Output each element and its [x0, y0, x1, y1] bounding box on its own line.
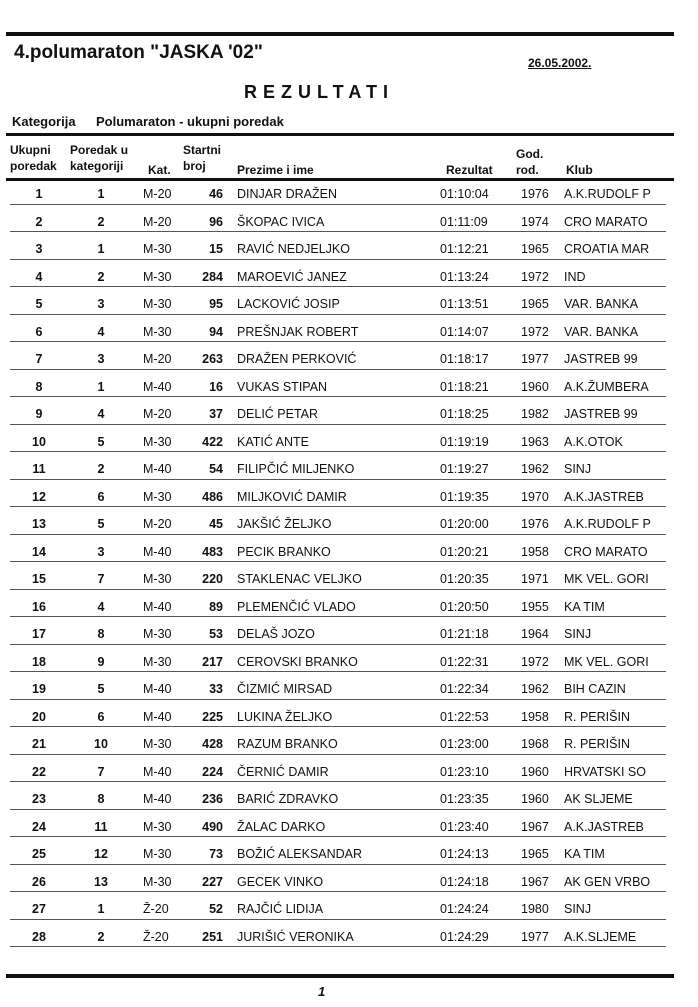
overall-rank-cell: 10 [32, 434, 46, 449]
club-cell: A.K.JASTREB [564, 819, 644, 834]
birth-year-cell: 1965 [521, 297, 549, 311]
birth-year-cell: 1960 [521, 764, 549, 779]
birth-year-cell: 1965 [521, 847, 549, 861]
bottom-rule [6, 974, 674, 978]
overall-rank-cell: 24 [32, 819, 46, 834]
birth-year-cell: 1967 [521, 874, 549, 889]
birth-year-cell: 1982 [521, 407, 549, 421]
club-cell: A.K.RUDOLF P [564, 517, 651, 531]
category-cell: M-20 [143, 407, 172, 421]
bib-number-cell: 428 [202, 737, 223, 751]
overall-rank-cell: 18 [32, 654, 46, 669]
overall-rank-cell: 14 [32, 544, 46, 559]
column-header-line: Poredak u [70, 143, 129, 157]
category-cell: M-30 [143, 297, 172, 311]
runner-name-cell: ČERNIĆ DAMIR [237, 764, 329, 779]
category-rank-cell: 1 [97, 379, 105, 394]
table-row [0, 208, 698, 236]
category-cell: M-30 [143, 654, 172, 669]
category-cell: M-30 [143, 324, 172, 339]
club-cell: KA TIM [564, 847, 605, 861]
birth-year-cell: 1964 [521, 627, 549, 641]
document-title: 4.polumaraton "JASKA '02" [14, 42, 263, 63]
club-cell: SINJ [564, 902, 592, 916]
overall-rank-cell: 11 [32, 462, 46, 476]
runner-name-cell: PECIK BRANKO [237, 544, 331, 559]
runner-name-cell: JAKŠIĆ ŽELJKO [237, 517, 332, 531]
runner-name-cell: PLEMENČIĆ VLADO [237, 599, 356, 614]
overall-rank-cell: 19 [32, 682, 46, 696]
overall-rank-cell: 16 [32, 599, 46, 614]
birth-year-cell: 1962 [521, 682, 549, 696]
category-rank-cell: 6 [97, 709, 105, 724]
table-row [0, 868, 698, 896]
result-time-cell: 01:23:10 [440, 764, 489, 779]
column-header-overall-rank [10, 142, 57, 174]
result-time-cell: 01:22:31 [440, 654, 489, 669]
overall-rank-cell: 3 [35, 242, 43, 256]
bib-number-cell: 263 [202, 352, 223, 366]
category-value: Polumaraton - ukupni poredak [96, 114, 284, 129]
table-row [0, 565, 698, 593]
column-header-line: Startni [183, 143, 222, 157]
column-header-line: rod. [516, 163, 539, 177]
bib-number-cell: 45 [209, 517, 223, 531]
birth-year-cell: 1960 [521, 792, 549, 806]
result-time-cell: 01:23:35 [440, 792, 489, 806]
column-header-line: Ukupni [10, 143, 51, 157]
club-cell: SINJ [564, 462, 592, 476]
bib-number-cell: 96 [209, 214, 223, 229]
club-cell: A.K.OTOK [564, 434, 623, 449]
result-time-cell: 01:18:25 [440, 407, 489, 421]
column-header-club: Klub [566, 163, 593, 177]
bib-number-cell: 217 [202, 654, 223, 669]
club-cell: HRVATSKI SO [564, 764, 646, 779]
overall-rank-cell: 20 [32, 709, 46, 724]
category-cell: M-30 [143, 489, 172, 504]
birth-year-cell: 1968 [521, 737, 549, 751]
result-time-cell: 01:11:09 [440, 214, 488, 229]
category-rank-cell: 3 [97, 297, 105, 311]
category-rank-cell: 11 [94, 819, 108, 834]
result-time-cell: 01:18:21 [440, 379, 489, 394]
club-cell: IND [564, 269, 586, 284]
birth-year-cell: 1976 [521, 517, 549, 531]
runner-name-cell: DELIĆ PETAR [237, 407, 319, 421]
table-row [0, 730, 698, 758]
category-cell: M-40 [143, 379, 172, 394]
runner-name-cell: ČIZMIĆ MIRSAD [237, 682, 333, 696]
club-cell: CROATIA MAR [564, 242, 650, 256]
category-rank-cell: 1 [97, 187, 105, 201]
bib-number-cell: 46 [209, 187, 223, 201]
column-header-category-rank [70, 142, 128, 174]
table-row [0, 263, 698, 291]
column-header-birth-year [516, 146, 543, 178]
bib-number-cell: 251 [202, 929, 223, 944]
overall-rank-cell: 21 [32, 737, 46, 751]
club-cell: BIH CAZIN [564, 682, 626, 696]
column-header-line: God. [516, 147, 544, 161]
bib-number-cell: 89 [209, 599, 223, 614]
table-row [0, 290, 698, 318]
club-cell: AK SLJEME [564, 792, 633, 806]
bib-number-cell: 486 [202, 489, 223, 504]
overall-rank-cell: 13 [32, 517, 46, 531]
category-cell: M-40 [143, 682, 172, 696]
category-rank-cell: 5 [97, 517, 105, 531]
result-time-cell: 01:10:04 [440, 187, 489, 201]
runner-name-cell: RAVIĆ NEDJELJKO [237, 242, 350, 256]
category-cell: M-40 [143, 599, 172, 614]
runner-name-cell: DRAŽEN PERKOVIĆ [237, 352, 357, 366]
club-cell: A.K.ŽUMBERA [564, 379, 649, 394]
table-row [0, 345, 698, 373]
category-cell: M-40 [143, 709, 172, 724]
category-rank-cell: 2 [97, 214, 105, 229]
result-time-cell: 01:14:07 [440, 324, 489, 339]
table-row [0, 318, 698, 346]
runner-name-cell: JURIŠIĆ VERONIKA [237, 929, 354, 944]
category-cell: Ž-20 [143, 929, 169, 944]
table-row [0, 620, 698, 648]
category-rank-cell: 2 [97, 269, 105, 284]
birth-year-cell: 1972 [521, 324, 549, 339]
top-rule [6, 32, 674, 36]
birth-year-cell: 1971 [521, 572, 549, 586]
table-row [0, 758, 698, 786]
bib-number-cell: 94 [209, 324, 223, 339]
club-cell: A.K.SLJEME [564, 929, 637, 944]
bib-number-cell: 16 [209, 379, 223, 394]
birth-year-cell: 1980 [521, 902, 549, 916]
category-cell: M-40 [143, 544, 172, 559]
results-heading: REZULTATI [244, 82, 394, 102]
result-time-cell: 01:23:00 [440, 737, 489, 751]
bib-number-cell: 95 [209, 297, 223, 311]
column-header-line: poredak [10, 159, 57, 173]
table-row [0, 483, 698, 511]
result-time-cell: 01:18:17 [440, 352, 489, 366]
column-header-line: kategoriji [70, 159, 124, 173]
birth-year-cell: 1955 [521, 599, 549, 614]
overall-rank-cell: 15 [32, 572, 46, 586]
result-time-cell: 01:20:21 [440, 544, 489, 559]
result-time-cell: 01:24:13 [440, 847, 489, 861]
bib-number-cell: 225 [202, 709, 223, 724]
column-header-category: Kat. [148, 163, 171, 177]
category-rank-cell: 4 [97, 407, 105, 421]
category-rank-cell: 9 [97, 654, 105, 669]
event-date: 26.05.2002. [528, 56, 592, 70]
category-rank-cell: 3 [97, 544, 105, 559]
club-cell: SINJ [564, 627, 592, 641]
runner-name-cell: VUKAS STIPAN [237, 379, 328, 394]
category-cell: Ž-20 [143, 902, 169, 916]
category-rank-cell: 6 [97, 489, 105, 504]
club-cell: A.K.RUDOLF P [564, 187, 651, 201]
category-rank-cell: 1 [97, 902, 105, 916]
overall-rank-cell: 17 [32, 627, 46, 641]
category-cell: M-40 [143, 462, 172, 476]
category-cell: M-30 [143, 572, 172, 586]
runner-name-cell: ŠKOPAC IVICA [237, 214, 325, 229]
column-header-result: Rezultat [446, 163, 493, 177]
runner-name-cell: MILJKOVIĆ DAMIR [237, 489, 347, 504]
result-time-cell: 01:13:24 [440, 269, 489, 284]
club-cell: R. PERIŠIN [564, 709, 630, 724]
runner-name-cell: BOŽIĆ ALEKSANDAR [237, 847, 363, 861]
overall-rank-cell: 5 [35, 297, 43, 311]
table-row [0, 840, 698, 868]
table-row [0, 180, 698, 208]
birth-year-cell: 1963 [521, 434, 549, 449]
birth-year-cell: 1958 [521, 544, 549, 559]
overall-rank-cell: 26 [32, 874, 46, 889]
runner-name-cell: BARIĆ ZDRAVKO [237, 792, 339, 806]
result-time-cell: 01:19:27 [440, 462, 489, 476]
result-time-cell: 01:22:53 [440, 709, 489, 724]
bib-number-cell: 483 [202, 544, 223, 559]
birth-year-cell: 1972 [521, 654, 549, 669]
overall-rank-cell: 7 [35, 352, 43, 366]
result-time-cell: 01:20:35 [440, 572, 489, 586]
result-time-cell: 01:19:35 [440, 489, 489, 504]
category-rank-cell: 4 [97, 324, 105, 339]
club-cell: MK VEL. GORI [564, 572, 649, 586]
runner-name-cell: RAZUM BRANKO [237, 737, 338, 751]
birth-year-cell: 1965 [521, 242, 549, 256]
category-cell: M-30 [143, 242, 172, 256]
table-row [0, 400, 698, 428]
table-row [0, 510, 698, 538]
bib-number-cell: 54 [209, 462, 223, 476]
category-cell: M-20 [143, 352, 172, 366]
category-cell: M-30 [143, 269, 172, 284]
table-row [0, 703, 698, 731]
birth-year-cell: 1972 [521, 269, 549, 284]
result-time-cell: 01:24:29 [440, 929, 489, 944]
club-cell: MK VEL. GORI [564, 654, 649, 669]
category-rank-cell: 1 [97, 242, 105, 256]
category-rank-cell: 2 [97, 929, 105, 944]
category-cell: M-30 [143, 737, 172, 751]
table-row [0, 428, 698, 456]
birth-year-cell: 1960 [521, 379, 549, 394]
club-cell: VAR. BANKA [564, 324, 639, 339]
table-row [0, 813, 698, 841]
overall-rank-cell: 1 [35, 187, 43, 201]
category-rank-cell: 8 [97, 792, 105, 806]
category-rank-cell: 2 [97, 462, 105, 476]
column-header-bib [183, 142, 221, 174]
category-label: Kategorija [12, 114, 76, 129]
overall-rank-cell: 22 [32, 764, 46, 779]
table-row [0, 455, 698, 483]
birth-year-cell: 1967 [521, 819, 549, 834]
result-time-cell: 01:12:21 [440, 242, 489, 256]
table-row [0, 235, 698, 263]
birth-year-cell: 1977 [521, 352, 549, 366]
club-cell: KA TIM [564, 599, 605, 614]
category-cell: M-20 [143, 517, 172, 531]
bib-number-cell: 33 [209, 682, 223, 696]
birth-year-cell: 1976 [521, 187, 549, 201]
runner-name-cell: LACKOVIĆ JOSIP [237, 297, 340, 311]
club-cell: A.K.JASTREB [564, 489, 644, 504]
bib-number-cell: 15 [209, 242, 223, 256]
runner-name-cell: MAROEVIĆ JANEZ [237, 269, 347, 284]
bib-number-cell: 490 [202, 819, 223, 834]
bib-number-cell: 284 [202, 269, 223, 284]
category-cell: M-30 [143, 874, 172, 889]
overall-rank-cell: 4 [35, 269, 43, 284]
runner-name-cell: STAKLENAC VELJKO [237, 572, 362, 586]
category-rank-cell: 12 [94, 847, 108, 861]
page-number: 1 [318, 984, 326, 999]
category-cell: M-30 [143, 847, 172, 861]
runner-name-cell: RAJČIĆ LIDIJA [237, 902, 324, 916]
runner-name-cell: PREŠNJAK ROBERT [237, 324, 359, 339]
overall-rank-cell: 6 [35, 324, 43, 339]
runner-name-cell: DELAŠ JOZO [237, 627, 315, 641]
overall-rank-cell: 27 [32, 902, 46, 916]
table-row [0, 895, 698, 923]
column-header-name: Prezime i ime [237, 163, 314, 177]
category-rank-cell: 7 [97, 572, 105, 586]
result-time-cell: 01:20:50 [440, 599, 489, 614]
category-rank-cell: 10 [94, 737, 108, 751]
club-cell: JASTREB 99 [564, 352, 638, 366]
category-rank-cell: 5 [97, 434, 105, 449]
column-header-line: broj [183, 159, 206, 173]
bib-number-cell: 53 [209, 627, 223, 641]
table-row [0, 593, 698, 621]
overall-rank-cell: 9 [35, 407, 43, 421]
overall-rank-cell: 25 [32, 847, 46, 861]
header-top-rule [6, 133, 674, 136]
bib-number-cell: 422 [202, 434, 223, 449]
birth-year-cell: 1970 [521, 489, 549, 504]
bib-number-cell: 220 [202, 572, 223, 586]
birth-year-cell: 1962 [521, 462, 549, 476]
category-rank-cell: 5 [97, 682, 105, 696]
result-time-cell: 01:21:18 [440, 627, 489, 641]
club-cell: CRO MARATO [564, 544, 648, 559]
club-cell: CRO MARATO [564, 214, 648, 229]
result-time-cell: 01:19:19 [440, 434, 489, 449]
result-time-cell: 01:24:18 [440, 874, 489, 889]
club-cell: R. PERIŠIN [564, 737, 630, 751]
category-rank-cell: 13 [94, 874, 108, 889]
category-rank-cell: 3 [97, 352, 105, 366]
result-time-cell: 01:24:24 [440, 902, 489, 916]
overall-rank-cell: 8 [35, 379, 43, 394]
result-time-cell: 01:22:34 [440, 682, 489, 696]
club-cell: VAR. BANKA [564, 297, 639, 311]
table-row [0, 785, 698, 813]
table-row [0, 648, 698, 676]
result-time-cell: 01:13:51 [440, 297, 489, 311]
category-rank-cell: 8 [97, 627, 105, 641]
birth-year-cell: 1977 [521, 929, 549, 944]
category-cell: M-40 [143, 764, 172, 779]
table-row [0, 675, 698, 703]
club-cell: AK GEN VRBO [564, 874, 651, 889]
table-row [0, 538, 698, 566]
category-rank-cell: 7 [97, 764, 105, 779]
club-cell: JASTREB 99 [564, 407, 638, 421]
runner-name-cell: ŽALAC DARKO [237, 819, 326, 834]
category-cell: M-30 [143, 819, 172, 834]
table-row [0, 373, 698, 401]
overall-rank-cell: 28 [32, 929, 46, 944]
overall-rank-cell: 23 [32, 792, 46, 806]
bib-number-cell: 52 [209, 902, 223, 916]
runner-name-cell: GECEK VINKO [237, 874, 324, 889]
table-row [0, 923, 698, 951]
runner-name-cell: LUKINA ŽELJKO [237, 709, 333, 724]
bib-number-cell: 37 [209, 407, 223, 421]
runner-name-cell: DINJAR DRAŽEN [237, 187, 338, 201]
birth-year-cell: 1958 [521, 709, 549, 724]
runner-name-cell: FILIPČIĆ MILJENKO [237, 462, 355, 476]
runner-name-cell: KATIĆ ANTE [237, 434, 310, 449]
birth-year-cell: 1974 [521, 214, 549, 229]
category-rank-cell: 4 [97, 599, 105, 614]
bib-number-cell: 236 [202, 792, 223, 806]
category-cell: M-40 [143, 792, 172, 806]
overall-rank-cell: 12 [32, 489, 46, 504]
category-cell: M-20 [143, 187, 172, 201]
runner-name-cell: CEROVSKI BRANKO [237, 654, 358, 669]
bib-number-cell: 73 [209, 847, 223, 861]
results-table [0, 180, 698, 950]
bib-number-cell: 224 [202, 764, 223, 779]
category-cell: M-20 [143, 214, 172, 229]
bib-number-cell: 227 [202, 874, 223, 889]
result-time-cell: 01:23:40 [440, 819, 489, 834]
overall-rank-cell: 2 [35, 214, 43, 229]
category-cell: M-30 [143, 434, 172, 449]
result-time-cell: 01:20:00 [440, 517, 489, 531]
category-cell: M-30 [143, 627, 172, 641]
